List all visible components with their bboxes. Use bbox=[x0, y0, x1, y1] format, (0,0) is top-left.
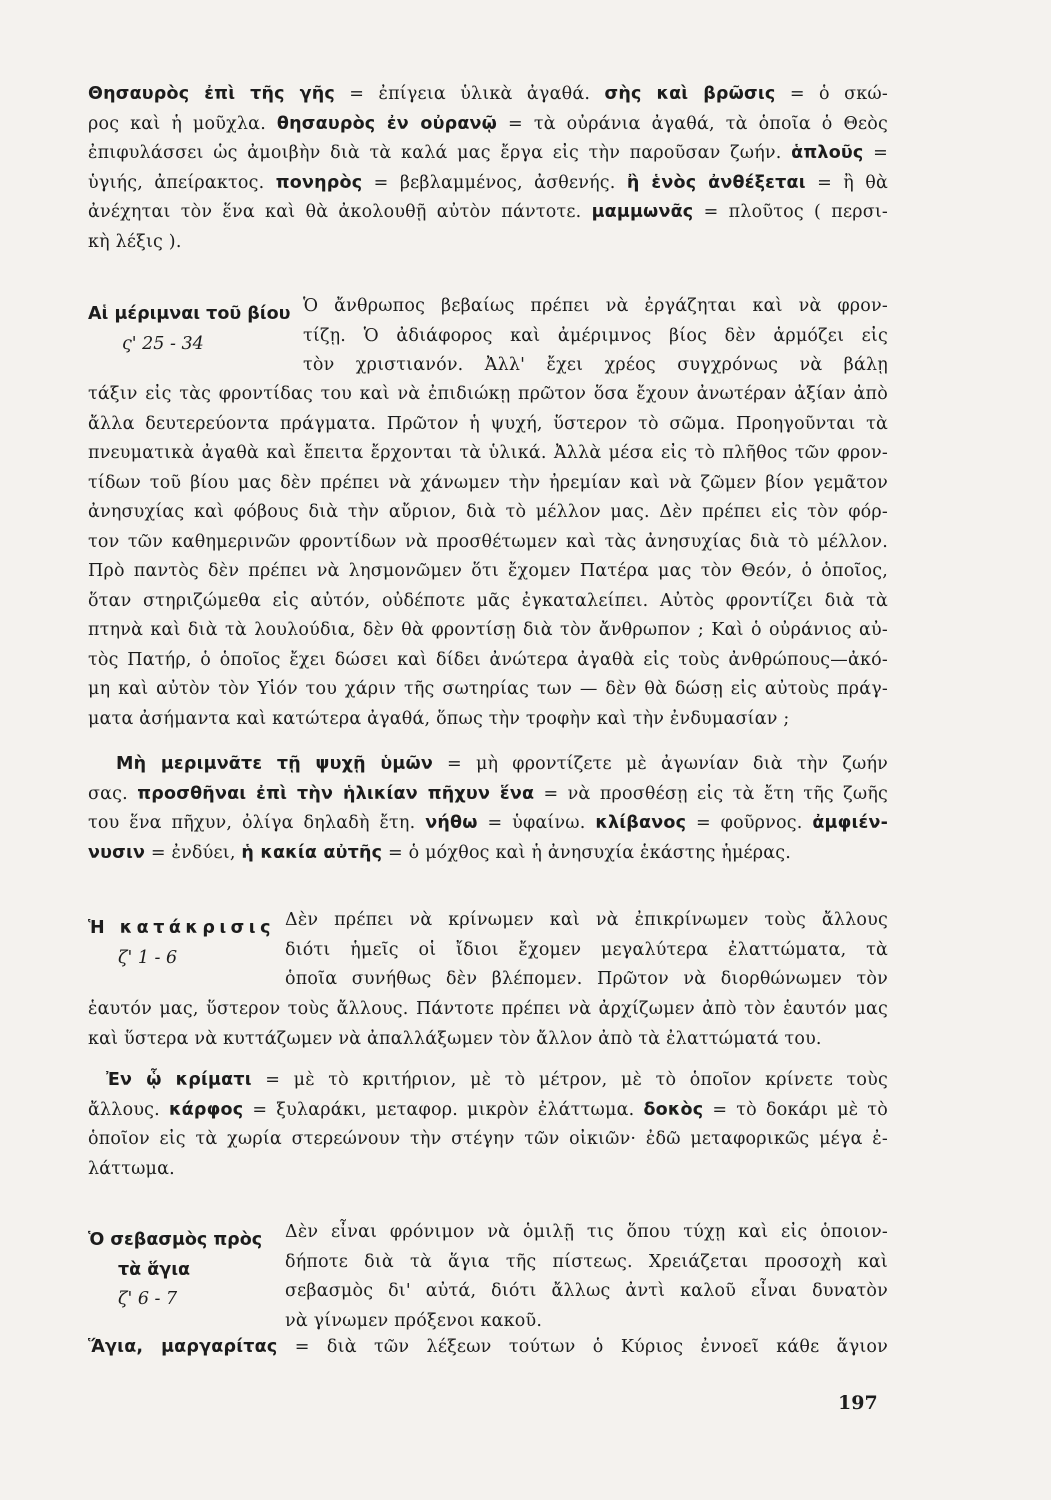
verse-reference: ζ' 6 - 7 bbox=[118, 1289, 178, 1309]
definition: = τὸ δοκάρι μὲ τὸ bbox=[712, 1099, 889, 1120]
definition: = τὰ οὐράνια ἀγαθά, τὰ ὁποῖα ὁ Θεὸς bbox=[508, 113, 888, 134]
text: ρος καὶ ἡ μοῦχλα. bbox=[88, 113, 266, 134]
text-line bbox=[88, 169, 888, 199]
text-line: τίδων τοῦ βίου μας δὲν πρέπει νὰ χάνωμεν τὴν ἠρεμίαν καὶ νὰ ζῶμεν βίον γεμᾶτον bbox=[88, 472, 888, 493]
text-line: τὸν χριστιανόν. Ἀλλ' ἔχει χρέος συγχρόνως νὰ βάλῃ bbox=[303, 355, 888, 375]
text-line bbox=[88, 750, 888, 780]
text-line: Ὁ ἄνθρωπος βεβαίως πρέπει νὰ ἐργάζηται καὶ νὰ φρον- bbox=[303, 296, 888, 316]
text-line bbox=[88, 780, 888, 810]
text-line: μη καὶ αὐτὸν τὸν Υἱόν του χάριν τῆς σωτηρίας των — δὲν θὰ δώσῃ εἰς αὐτοὺς πράγ- bbox=[88, 679, 888, 699]
text-line: ματα ἀσήμαντα καὶ κατώτερα ἀγαθά, ὅπως τὴν τροφὴν καὶ τὴν ἐνδυμασίαν ; bbox=[88, 708, 790, 729]
section-intro-katakrisis bbox=[285, 906, 888, 995]
section-intro-merimnai bbox=[303, 292, 888, 381]
text-line: λάττωμα. bbox=[88, 1158, 175, 1179]
definition: = μὲ τὸ κριτήριον, μὲ τὸ μέτρον, μὲ τὸ ὁποῖον κρίνετε τοὺς bbox=[265, 1070, 888, 1090]
text-line bbox=[88, 198, 888, 228]
verse-reference: ζ' 1 - 6 bbox=[118, 947, 178, 968]
text-line bbox=[88, 139, 888, 169]
term: Ἐν ᾧ κρίματι bbox=[106, 1070, 252, 1090]
definition: = νὰ προσθέσῃ εἰς τὰ ἔτη τῆς ζωῆς bbox=[543, 783, 889, 804]
section-title: Αἱ μέριμναι τοῦ βίου bbox=[88, 304, 291, 324]
text-line: ἑαυτόν μας, ὕστερον τοὺς ἄλλους. Πάντοτε πρέπει νὰ ἀρχίζωμεν ἀπὸ τὸν ἑαυτόν μας bbox=[88, 999, 888, 1019]
text-line: τάξιν εἰς τὰς φροντίδας του καὶ νὰ ἐπιδιώκῃ πρῶτον ὅσα ἔχουν ἀνωτέραν ἀξίαν ἀπὸ bbox=[88, 384, 888, 404]
glossary-block-4 bbox=[88, 1333, 888, 1363]
verse-reference: ς' 25 - 34 bbox=[122, 333, 204, 354]
term: θησαυρὸς ἐν οὐρανῷ bbox=[276, 113, 498, 134]
section-heading-katakrisis bbox=[88, 914, 303, 973]
text-line: πτηνὰ καὶ διὰ τὰ λουλούδια, δὲν θὰ φροντίσῃ διὰ τὸν ἄνθρωπον ; Καὶ ὁ οὐράνιος αὐ- bbox=[88, 620, 888, 640]
text-line: τίζῃ. Ὁ ἀδιάφορος καὶ ἀμέριμνος βίος δὲν ἁρμόζει εἰς bbox=[303, 325, 888, 346]
term: νήθω bbox=[425, 813, 478, 833]
term: πονηρὸς bbox=[275, 172, 363, 193]
term: δοκὸς bbox=[643, 1099, 704, 1120]
term: ἢ ἑνὸς ἀνθέξεται bbox=[626, 172, 806, 193]
term: μαμμωνᾶς bbox=[591, 202, 694, 222]
term: σὴς καὶ βρῶσις bbox=[604, 84, 776, 104]
section-title: Ὁ σεβασμὸς πρὸς bbox=[88, 1230, 263, 1250]
term: Θησαυρὸς ἐπὶ τῆς γῆς bbox=[88, 84, 335, 104]
term: νυσιν bbox=[88, 842, 146, 863]
text-line: πνευματικὰ ἀγαθὰ καὶ ἔπειτα ἔρχονται τὰ ὑλικά. Ἀλλὰ μέσα εἰς τὸ πλῆθος τῶν φρον- bbox=[88, 443, 888, 463]
text-line: ὅταν στηριζώμεθα εἰς αὐτόν, οὐδέποτε μᾶς ἐγκαταλείπει. Αὐτὸς φροντίζει διὰ τὰ bbox=[88, 590, 888, 611]
text-line: Πρὸ παντὸς δὲν πρέπει νὰ λησμονῶμεν ὅτι ἔχομεν Πατέρα μας τὸν Θεόν, ὁ ὁποῖος, bbox=[88, 561, 888, 581]
definition: = ξυλαράκι, μεταφορ. μικρὸν ἐλάττωμα. bbox=[252, 1099, 635, 1120]
term: ἁπλοῦς bbox=[791, 143, 864, 163]
text: κὴ λέξις ). bbox=[88, 231, 182, 252]
text: ὑγιής, ἀπείρακτος. bbox=[88, 172, 265, 193]
text-line bbox=[88, 1333, 888, 1363]
definition: = διὰ τῶν λέξεων τούτων ὁ Κύριος ἐννοεῖ κάθε ἅγιον bbox=[294, 1337, 888, 1357]
definition: = ἢ θὰ bbox=[817, 172, 889, 193]
section-title: Ἡ κατάκρισις bbox=[88, 918, 275, 938]
text: ἄλλους. bbox=[88, 1099, 160, 1120]
definition: = ἐπίγεια ὑλικὰ ἀγαθά. bbox=[349, 84, 591, 104]
text-line bbox=[88, 809, 888, 839]
definition: = μὴ φροντίζετε μὲ ἀγωνίαν διὰ τὴν ζωήν bbox=[447, 754, 888, 774]
glossary-block-1 bbox=[88, 80, 888, 257]
definition: = φοῦρνος. bbox=[695, 813, 803, 833]
text: ἀνέχηται τὸν ἕνα καὶ θὰ ἀκολουθῇ αὐτὸν πάντοτε. bbox=[88, 202, 582, 222]
text: του ἕνα πῆχυν, ὀλίγα δηλαδὴ ἔτη. bbox=[88, 813, 416, 833]
text-line bbox=[88, 1096, 888, 1126]
section-body-merimnai bbox=[88, 380, 888, 734]
text-line bbox=[88, 110, 888, 140]
text-line bbox=[88, 839, 888, 869]
section-heading-sevasmos bbox=[88, 1226, 303, 1315]
text-line: ὁποῖον εἰς τὰ χωρία στερεώνουν τὴν στέγην τῶν οἰκιῶν· ἐδῶ μεταφορικῶς μέγα ἐ- bbox=[88, 1129, 888, 1149]
term: κάρφος bbox=[169, 1099, 244, 1120]
text-line: τὸς Πατήρ, ὁ ὁποῖος ἔχει δώσει καὶ δίδει ἀνώτερα ἀγαθὰ εἰς τοὺς ἀνθρώπους—ἀκό- bbox=[88, 649, 888, 670]
definition: = βεβλαμμένος, ἀσθενής. bbox=[373, 172, 616, 193]
definition: = ἐνδύει, bbox=[150, 842, 236, 863]
term: προσθῆναι ἐπὶ τὴν ἡλικίαν πῆχυν ἕνα bbox=[137, 783, 535, 804]
term: Μὴ μεριμνᾶτε τῇ ψυχῇ ὑμῶν bbox=[116, 754, 433, 774]
text-line bbox=[88, 1066, 888, 1096]
section-body-katakrisis bbox=[88, 995, 888, 1054]
text-line: διότι ἡμεῖς οἱ ἴδιοι ἔχομεν μεγαλύτερα ἐλαττώματα, τὰ bbox=[285, 939, 888, 960]
text-line: ὁποῖα συνήθως δὲν βλέπομεν. Πρῶτον νὰ διορθώνωμεν τὸν bbox=[285, 969, 888, 989]
term: ἀμφιέν- bbox=[812, 813, 889, 833]
section-title-line2: τὰ ἅγια bbox=[118, 1259, 191, 1280]
text-line bbox=[88, 228, 888, 258]
glossary-block-2 bbox=[88, 750, 888, 868]
definition: = ὑφαίνω. bbox=[487, 813, 586, 833]
definition: = bbox=[873, 143, 889, 163]
section-heading-merimnai bbox=[88, 300, 303, 359]
text-line: ἄλλα δευτερεύοντα πράγματα. Πρῶτον ἡ ψυχή, ὕστερον τὸ σῶμα. Προηγοῦνται τὰ bbox=[88, 413, 888, 434]
text-line: ἀνησυχίας καὶ φόβους διὰ τὴν αὔριον, διὰ τὸ μέλλον μας. Δὲν πρέπει εἰς τὸν φόρ- bbox=[88, 502, 888, 522]
text-line: δήποτε διὰ τὰ ἅγια τῆς πίστεως. Χρειάζεται προσοχὴ καὶ bbox=[285, 1251, 888, 1272]
text-line: νὰ γίνωμεν πρόξενοι κακοῦ. bbox=[285, 1310, 543, 1331]
page-number: 197 bbox=[838, 1392, 878, 1414]
term: Ἅγια, μαργαρίτας bbox=[88, 1337, 278, 1357]
text: σας. bbox=[88, 783, 128, 804]
glossary-block-3 bbox=[88, 1066, 888, 1184]
text: ἐπιφυλάσσει ὡς ἀμοιβὴν διὰ τὰ καλά μας ἔργα εἰς τὴν παροῦσαν ζωήν. bbox=[88, 143, 782, 163]
text-line: Δὲν πρέπει νὰ κρίνωμεν καὶ νὰ ἐπικρίνωμεν τοὺς ἄλλους bbox=[285, 910, 888, 930]
term: κλίβανος bbox=[595, 813, 687, 833]
section-body-sevasmos bbox=[285, 1218, 888, 1336]
definition: = ὁ μόχθος καὶ ἡ ἀνησυχία ἑκάστης ἡμέρας. bbox=[387, 842, 792, 863]
text-line: καὶ ὕστερα νὰ κυττάζωμεν νὰ ἀπαλλάξωμεν τὸν ἄλλον ἀπὸ τὰ ἐλαττώματά του. bbox=[88, 1028, 822, 1049]
text-line: σεβασμὸς δι' αὐτά, διότι ἄλλως ἀντὶ καλοῦ εἶναι δυνατὸν bbox=[285, 1281, 888, 1301]
definition: = ὁ σκώ- bbox=[789, 84, 889, 104]
text-line bbox=[88, 80, 888, 110]
term: ἡ κακία αὐτῆς bbox=[241, 842, 383, 863]
definition: = πλοῦτος ( περσι- bbox=[703, 202, 889, 222]
text-line: τον τῶν καθημερινῶν φροντίδων νὰ προσθέτωμεν καὶ τὰς ἀνησυχίας διὰ τὸ μέλλον. bbox=[88, 531, 888, 552]
text-line: Δὲν εἶναι φρόνιμον νὰ ὁμιλῇ τις ὅπου τύχῃ καὶ εἰς ὁποιον- bbox=[285, 1222, 888, 1242]
